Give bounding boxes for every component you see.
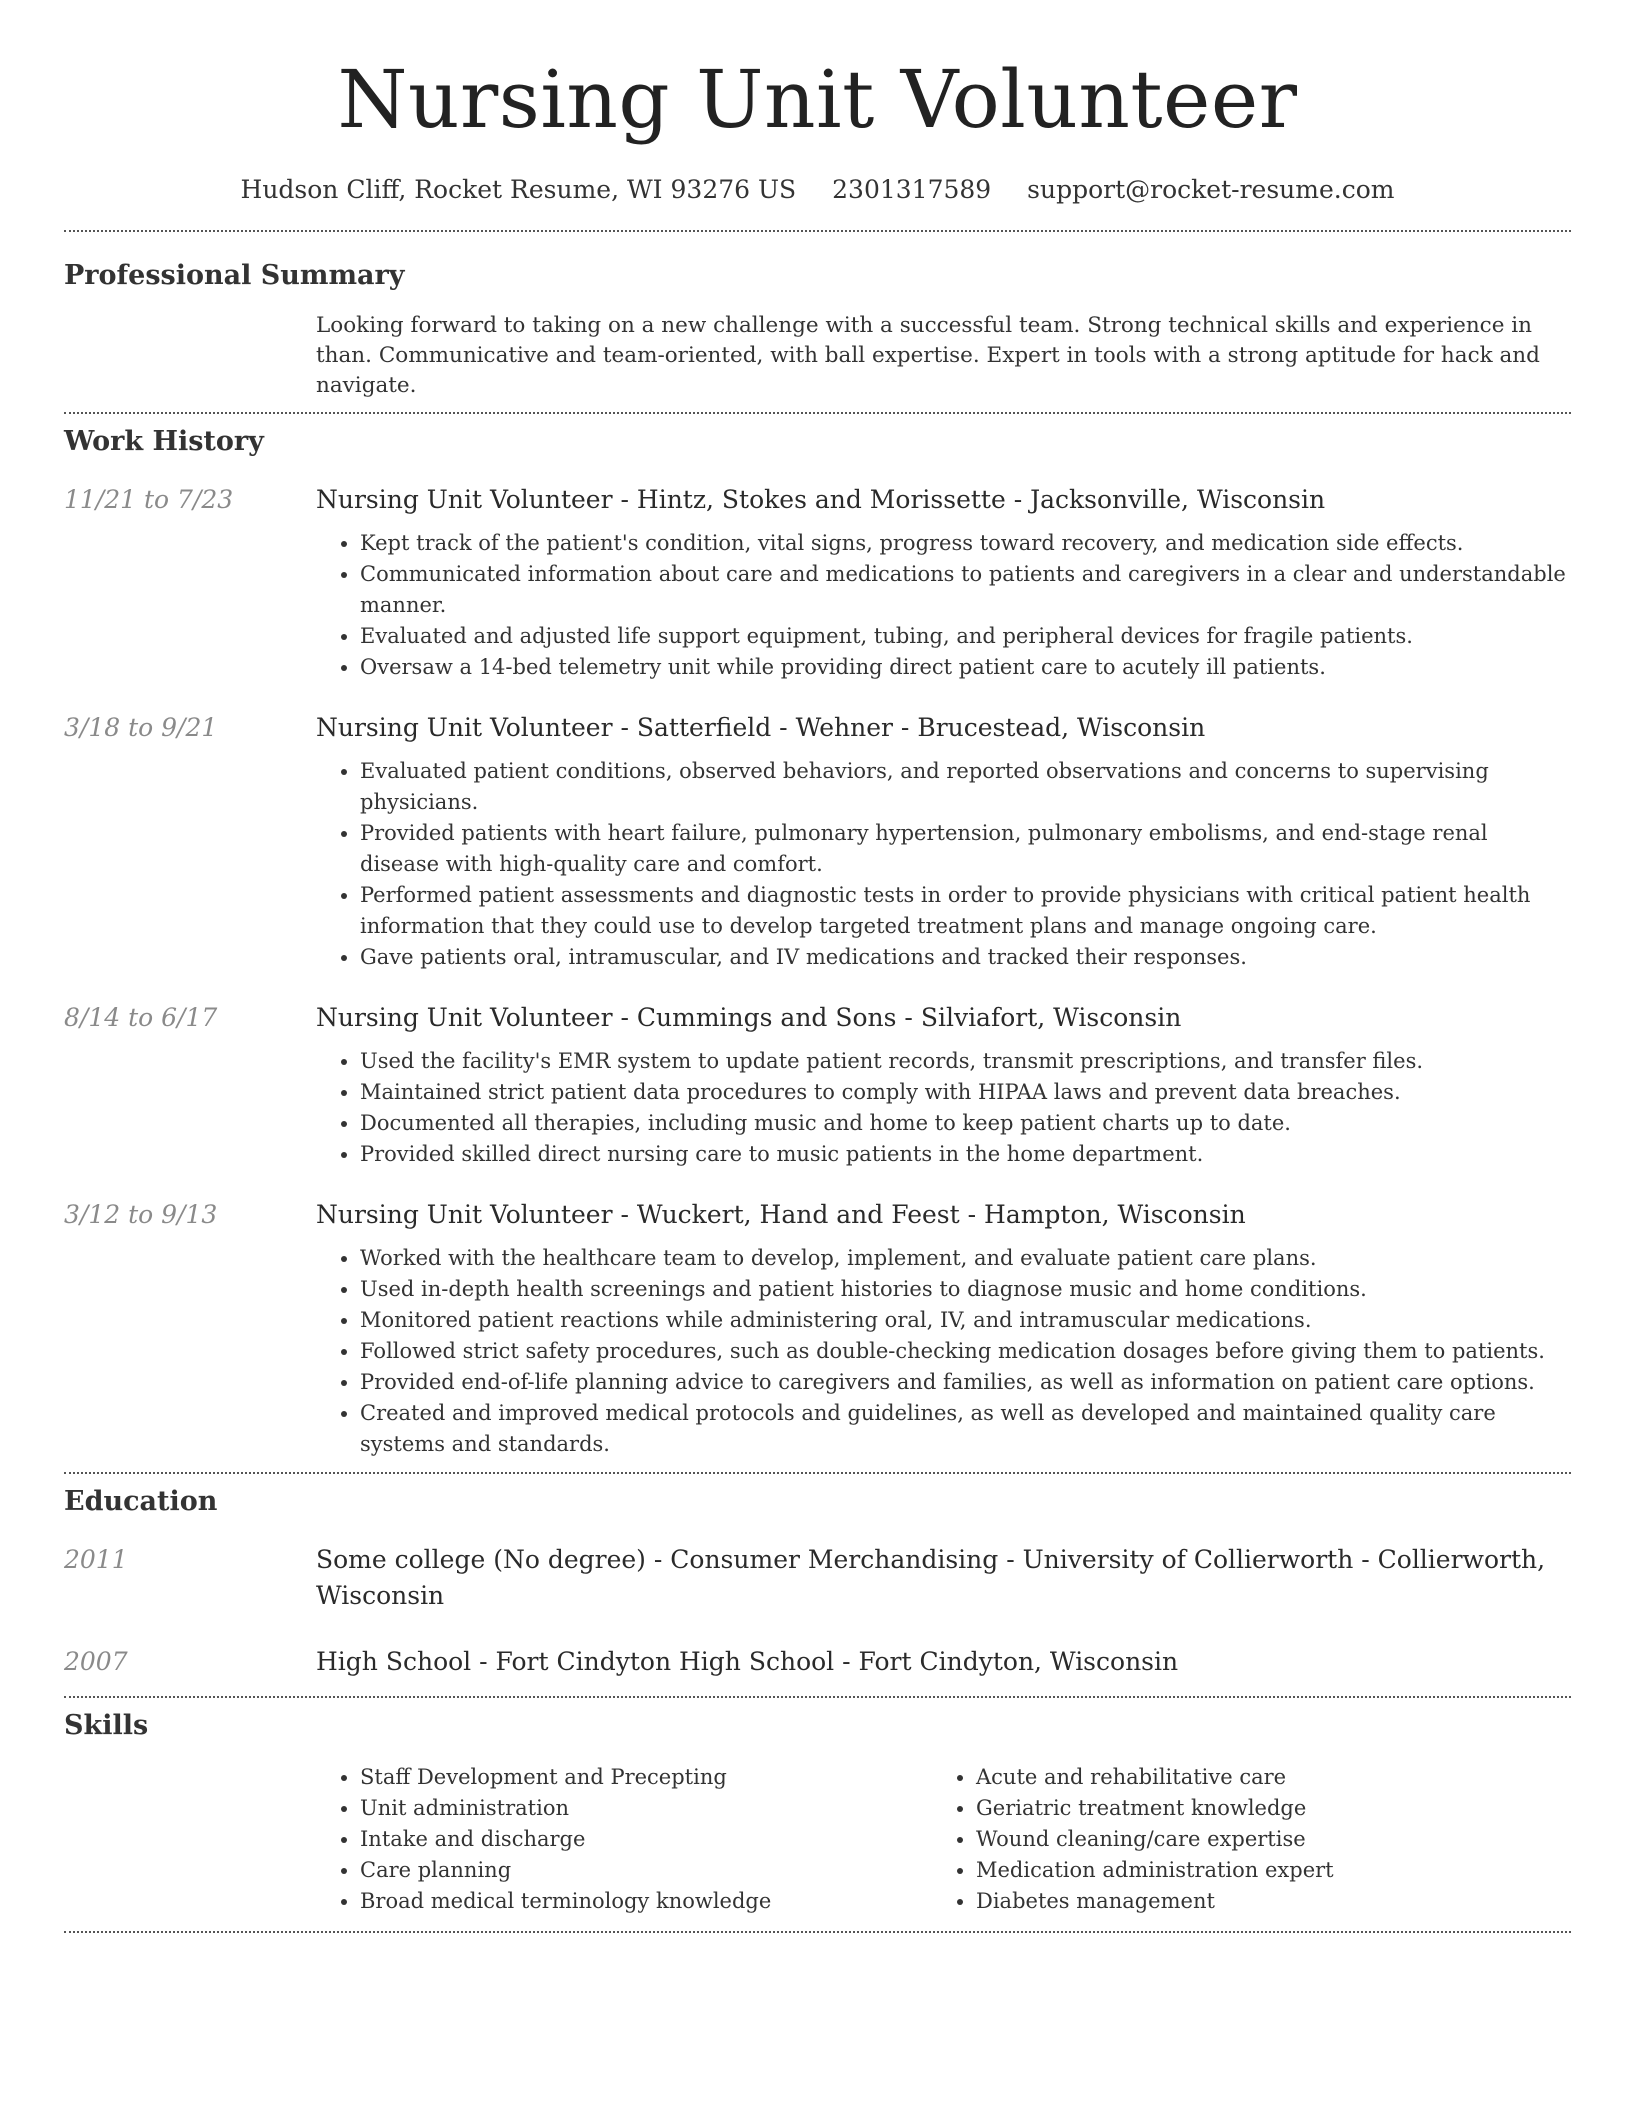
work-date: 3/12 to 9/13 [64,1200,218,1229]
summary-text: Looking forward to taking on a new challenge with a successful team. Strong technical skills and experience in than. Communicative and team-oriented, with ball expertise. Expert in tools with a strong aptitude for hack and navigate. [316,313,1540,398]
work-body [316,1000,1571,1170]
work-date: 8/14 to 6/17 [64,1003,218,1032]
work-entry [64,1000,1571,1170]
skill-item: • Diabetes management [976,1886,1548,1917]
summary-section [64,232,1571,401]
work-entry [64,710,1571,973]
education-date: 2011 [64,1545,128,1574]
work-bullet: • Evaluated and adjusted life support equipment, tubing, and peripheral devices for fragile patients. [360,621,1571,652]
skill-item: • Acute and rehabilitative care [976,1762,1548,1793]
work-entry [64,1197,1571,1460]
work-bullet: • Worked with the healthcare team to develop, implement, and evaluate patient care plans. [360,1243,1571,1274]
work-body [316,1197,1571,1460]
work-bullet: • Followed strict safety procedures, such as double-checking medication dosages before giving them to patients. [360,1336,1571,1367]
work-bullets [316,1046,1571,1170]
work-body [316,710,1571,973]
skill-item: • Staff Development and Precepting [360,1762,932,1793]
skill-item: • Medication administration expert [976,1855,1548,1886]
contact-email: support@rocket-resume.com [1027,175,1395,204]
skill-item: • Care planning [360,1855,932,1886]
skills-divider [64,1931,1571,1933]
education-entry [64,1644,1571,1680]
work-entry [64,482,1571,683]
education-body [316,1542,1571,1614]
work-bullet: • Monitored patient reactions while administering oral, IV, and intramuscular medications. [360,1305,1571,1336]
work-bullets [316,528,1571,683]
work-heading: Nursing Unit Volunteer - Cummings and Sons - Silviafort, Wisconsin [316,1003,1182,1032]
education-section [64,1474,1571,1680]
skills-title: Skills [64,1710,149,1741]
work-bullet: • Oversaw a 14-bed telemetry unit while providing direct patient care to acutely ill patients. [360,652,1571,683]
work-history-section [64,414,1571,1460]
work-bullet: • Used the facility's EMR system to update patient records, transmit prescriptions, and transfer files. [360,1046,1571,1077]
skill-item: • Broad medical terminology knowledge [360,1886,932,1917]
contact-phone: 2301317589 [832,175,992,204]
work-bullets [316,756,1571,973]
work-date: 3/18 to 9/21 [64,713,218,742]
work-bullet: • Documented all therapies, including music and home to keep patient charts up to date. [360,1108,1571,1139]
education-title: Education [64,1486,218,1517]
resume-page [64,0,1571,1933]
work-bullet: • Maintained strict patient data procedures to comply with HIPAA laws and prevent data breaches. [360,1077,1571,1108]
education-degree: High School [316,1647,472,1676]
education-school: - Fort Cindyton High School - Fort Cindyton, Wisconsin [471,1647,1179,1676]
skills-section [64,1698,1571,1917]
skills-list-left [316,1762,932,1917]
work-bullet: • Gave patients oral, intramuscular, and IV medications and tracked their responses. [360,942,1571,973]
work-heading: Nursing Unit Volunteer - Hintz, Stokes and Morissette - Jacksonville, Wisconsin [316,485,1326,514]
candidate-name: Nursing Unit Volunteer [337,53,1298,146]
education-date: 2007 [64,1647,128,1676]
work-bullet: • Provided patients with heart failure, pulmonary hypertension, pulmonary embolisms, and end-stage renal disease with high-quality care and comfort. [360,818,1571,880]
education-heading [316,1542,1571,1614]
education-degree: Some college (No degree) - Consumer Merchandising [316,1545,999,1574]
work-bullet: • Communicated information about care and medications to patients and caregivers in a clear and understandable manner. [360,559,1571,621]
education-heading [316,1644,1571,1680]
work-bullets [316,1243,1571,1460]
work-bullet: • Provided end-of-life planning advice to caregivers and families, as well as information on patient care options. [360,1367,1571,1398]
work-date: 11/21 to 7/23 [64,485,234,514]
work-bullet: • Created and improved medical protocols and guidelines, as well as developed and maintained quality care systems and standards. [360,1398,1571,1460]
education-entry [64,1542,1571,1614]
work-bullet: • Evaluated patient conditions, observed behaviors, and reported observations and concerns to supervising physicians. [360,756,1571,818]
skill-item: • Intake and discharge [360,1824,932,1855]
skills-list-right [932,1762,1548,1917]
skill-item: • Geriatric treatment knowledge [976,1793,1548,1824]
work-history-title: Work History [64,426,264,457]
summary-title: Professional Summary [64,260,405,291]
contact-line [64,172,1571,208]
work-body [316,482,1571,683]
skill-item: • Wound cleaning/care expertise [976,1824,1548,1855]
work-bullet: • Provided skilled direct nursing care to music patients in the home department. [360,1139,1571,1170]
skills-columns [316,1762,1571,1917]
work-bullet: • Kept track of the patient's condition, vital signs, progress toward recovery, and medication side effects. [360,528,1571,559]
work-heading: Nursing Unit Volunteer - Wuckert, Hand and Feest - Hampton, Wisconsin [316,1200,1246,1229]
education-school: - University of Collierworth - Collierworth, Wisconsin [316,1545,1546,1610]
skill-item: • Unit administration [360,1793,932,1824]
work-bullet: • Used in-depth health screenings and patient histories to diagnose music and home conditions. [360,1274,1571,1305]
contact-address: Hudson Cliff, Rocket Resume, WI 93276 US [240,175,797,204]
work-heading: Nursing Unit Volunteer - Satterfield - Wehner - Brucestead, Wisconsin [316,713,1206,742]
education-body [316,1644,1571,1680]
work-bullet: • Performed patient assessments and diagnostic tests in order to provide physicians with critical patient health information that they could use to develop targeted treatment plans and manage ongoing care. [360,880,1571,942]
